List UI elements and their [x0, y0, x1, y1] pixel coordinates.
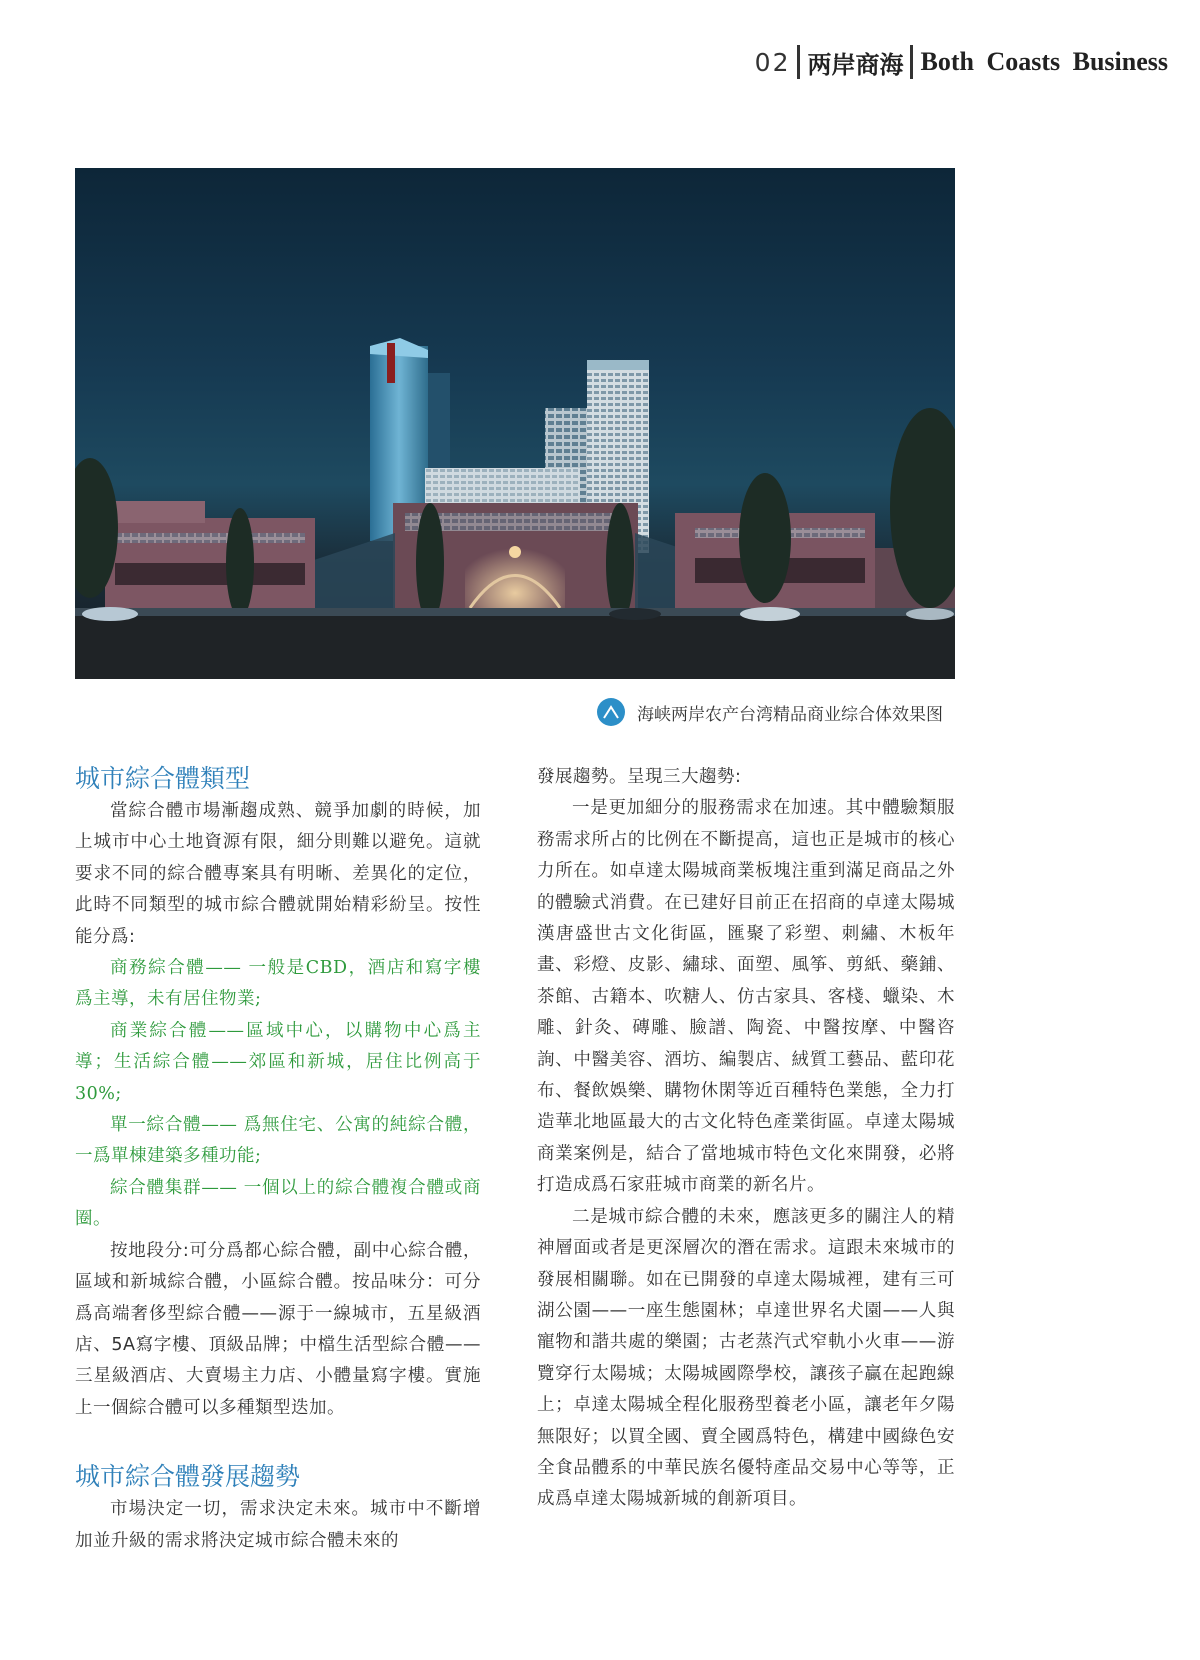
- left-column: [75, 762, 481, 1557]
- paragraph: 按地段分:可分爲都心綜合體，副中心綜合體，區域和新城綜合體，小區綜合體。按品味分：可分爲高端奢侈型綜合體——源于一線城市，五星級酒店、5A寫字樓、頂級品牌；中檔生活型綜合體——三星級酒店、大賣場主力店、小體量寫字樓。實施上一個綜合體可以多種類型迭加。: [75, 1240, 481, 1418]
- paragraph: 一是更加細分的服務需求在加速。其中體驗類服務需求所占的比例在不斷提高，這也正是城市的核心力所在。如卓達太陽城商業板塊注重到滿足商品之外的體驗式消費。在已建好目前正在招商的卓達太陽城漢唐盛世古文化街區，匯聚了彩塑、刺繡、木板年畫、彩燈、皮影、繡球、面塑、風筝、剪紙、藥鋪、茶館、古籍本、吹糖人、仿古家具、客棧、蠟染、木雕、針灸、磚雕、臉譜、陶瓷、中醫按摩、中醫咨詢、中醫美容、酒坊、編製店、絨質工藝品、藍印花布、餐飲娛樂、購物休閑等近百種特色業態，全力打造華北地區最大的古文化特色產業街區。卓達太陽城商業案例是，結合了當地城市特色文化來開發，必將打造成爲石家莊城市商業的新名片。: [537, 798, 955, 1196]
- paragraph: 二是城市綜合體的未來，應該更多的關注人的精神層面或者是更深層次的潛在需求。這跟未來城市的發展相關聯。如在已開發的卓達太陽城裡，建有三可湖公園——一座生態園林；卓達世界名犬園——人與寵物和諧共處的樂園；古老蒸汽式窄軌小火車——游覽穿行太陽城；太陽城國際學校，讓孩子贏在起跑線上；卓達太陽城全程化服務型養老小區，讓老年夕陽無限好；以買全國、賣全國爲特色，構建中國綠色安全食品體系的中華民族名優特產品交易中心等等，正成爲卓達太陽城新城的創新項目。: [537, 1206, 955, 1510]
- page-number: 02: [754, 47, 791, 77]
- highlight-paragraph: 綜合體集群—— 一個以上的綜合體複合體或商圈。: [75, 1177, 481, 1230]
- right-column: [537, 762, 955, 1516]
- header-divider: [797, 45, 800, 79]
- mountain-chevron-icon: [597, 698, 625, 726]
- caption-text: 海峡两岸农产台湾精品商业综合体效果图: [637, 704, 943, 725]
- page-header: [755, 42, 1168, 82]
- paragraph: 當綜合體市場漸趨成熟、競爭加劇的時候，加上城市中心土地資源有限，細分則難以避免。這就要求不同的綜合體專案具有明晰、差異化的定位，此時不同類型的城市綜合體就開始精彩紛呈。按性能分爲:: [75, 801, 481, 947]
- highlight-paragraph: 商務綜合體—— 一般是CBD，酒店和寫字樓爲主導，未有居住物業;: [75, 958, 481, 1010]
- section-title-en: Both Coasts Business: [920, 47, 1168, 76]
- section-title-cn: 两岸商海: [807, 49, 904, 79]
- architectural-rendering-image: [75, 168, 955, 679]
- paragraph: 發展趨勢。呈現三大趨勢:: [537, 767, 742, 787]
- heading-development-trends: 城市綜合體發展趨勢: [75, 1462, 301, 1492]
- paragraph: 市場決定一切，需求決定未來。城市中不斷增加並升級的需求將決定城市綜合體未來的: [75, 1499, 481, 1551]
- header-divider: [910, 45, 913, 79]
- highlight-paragraph: 單一綜合體—— 爲無住宅、公寓的純綜合體，一爲單棟建築多種功能;: [75, 1115, 481, 1167]
- heading-complex-types: 城市綜合體類型: [75, 764, 251, 793]
- highlight-paragraph: 商業綜合體——區域中心，以購物中心爲主導；生活綜合體——郊區和新城，居住比例高于30%;: [75, 1020, 481, 1104]
- figure-caption: [597, 694, 943, 730]
